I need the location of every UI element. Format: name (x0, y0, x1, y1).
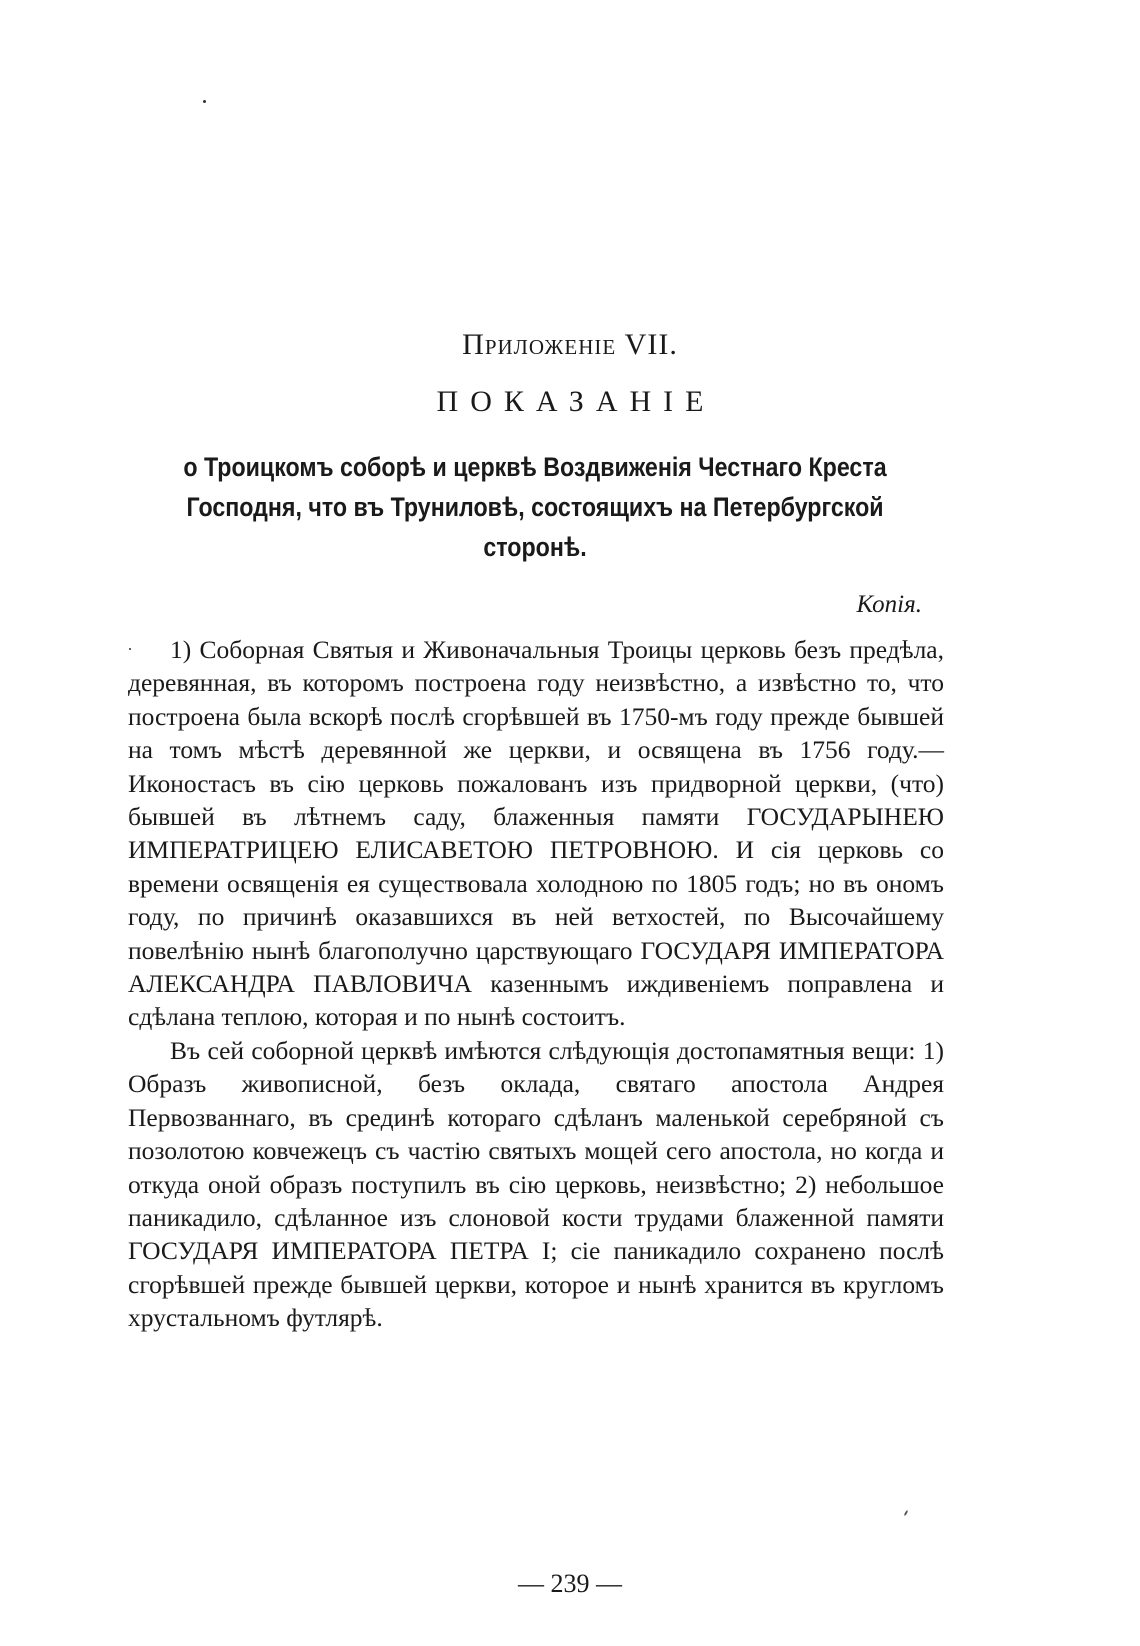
document-subtitle: о Троицкомъ соборѣ и церквѣ Воздвиженія Честнаго Креста Господня, что въ Труниловѣ, состоящихъ на Петербургской сторонѣ. (183, 452, 887, 562)
document-heading: ПОКАЗАНІЕ (436, 385, 716, 418)
page-number: — 239 — (518, 1569, 622, 1598)
copy-label: Копія. (856, 591, 922, 618)
ink-speck (904, 1510, 909, 1516)
appendix-label: Приложеніе VII. (462, 328, 678, 361)
body-text (128, 633, 944, 1335)
ink-speck (203, 100, 206, 103)
paragraph: 1) Соборная Святыя и Живоначальныя Троицы церковь безъ предѣла, деревянная, въ которомъ построена году неизвѣстно, а извѣстно то, что построена была вскорѣ послѣ сгорѣвшей въ 1750-мъ году прежде бывшей на томъ мѣстѣ деревянной же церкви, и освящена въ 1756 году.—Иконостасъ въ сію церковь пожалованъ изъ придворной церкви, (что) бывшей въ лѣтнемъ саду, блаженныя памяти ГОСУДАРЫНЕЮ ИМПЕРАТРИЦЕЮ ЕЛИСАВЕТОЮ ПЕТРОВНОЮ. И сія церковь со времени освященія ея существовала холодною по 1805 годъ; но въ ономъ году, по причинѣ оказавшихся въ ней ветхостей, по Высочайшему повелѣнію нынѣ благополучно царствующаго ГОСУДАРЯ ИМПЕРАТОРА АЛЕКСАНДРА ПАВЛОВИЧА казеннымъ иждивеніемъ поправлена и сдѣлана теплою, которая и по нынѣ состоитъ. (128, 635, 944, 1032)
paragraph: Въ сей соборной церквѣ имѣются слѣдующія достопамятныя вещи: 1) Образъ живописной, безъ оклада, святаго апостола Андрея Первозваннаго, въ срединѣ котораго сдѣланъ маленькой серебряной съ позолотою ковчежецъ съ частію святыхъ мощей сего апостола, но когда и откуда оной образъ поступилъ въ сію церковь, неизвѣстно; 2) небольшое паникадило, сдѣланное изъ слоновой кости трудами блаженной памяти ГОСУДАРЯ ИМПЕРАТОРА ПЕТРА I; сіе паникадило сохранено послѣ сгорѣвшей прежде бывшей церкви, которое и нынѣ хранится въ кругломъ хрустальномъ футлярѣ. (128, 1035, 944, 1333)
